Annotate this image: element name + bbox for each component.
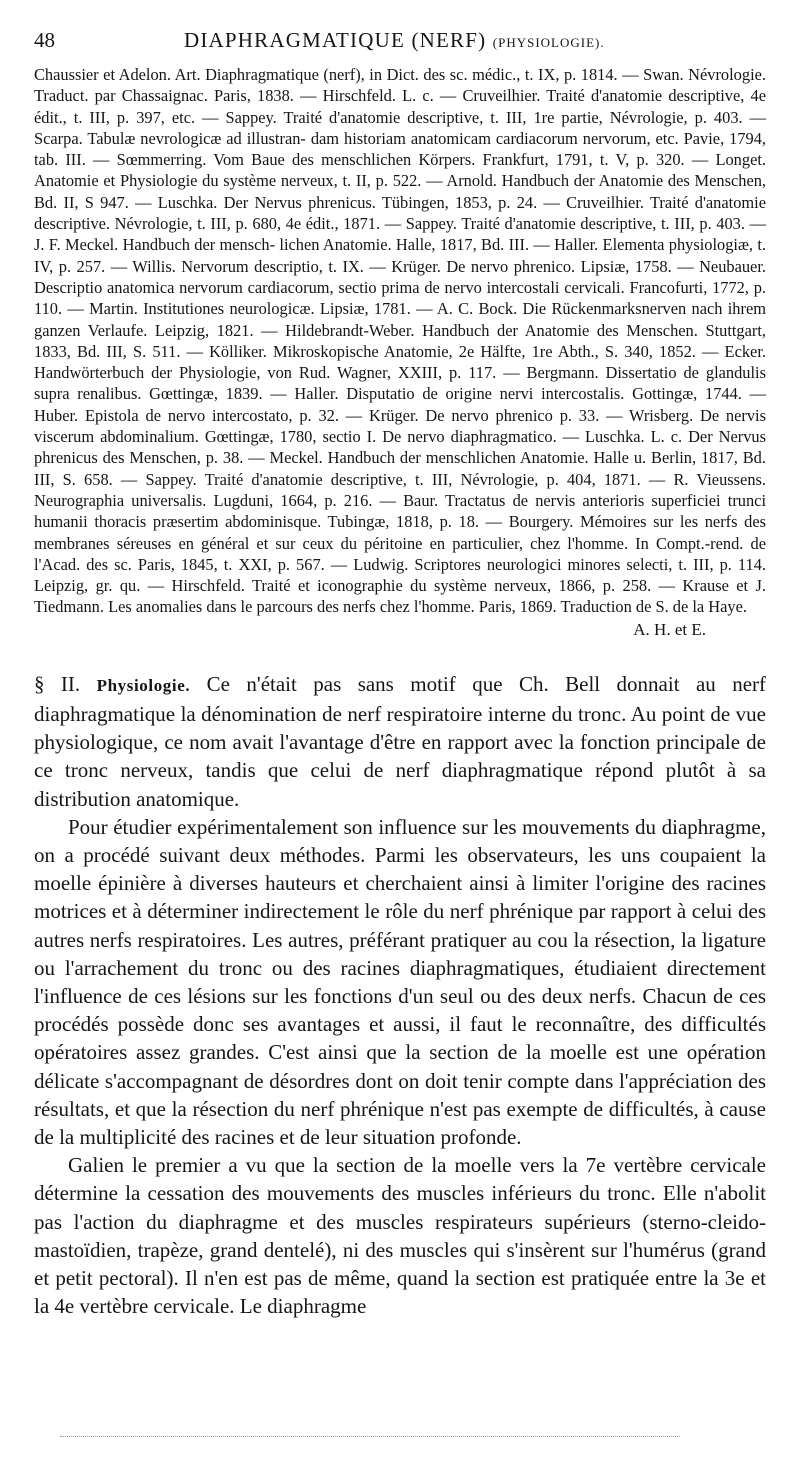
section-paragraph-2: Pour étudier expérimentalement son influence sur les mouvements du diaphragme, on a procédé suivant deux méthodes. Parmi les observateurs, les uns coupaient la moelle épinière à diverses hauteurs et cherchaient ainsi à limiter l'origine des racines motrices et à déterminer indirectement le rôle du nerf phrénique par rapport à celui des autres nerfs respiratoires. Les autres, préférant pratiquer au cou la résection, la ligature ou l'arrachement du tronc ou des racines diaphragmatiques, étudiaient directement l'influence de ces lésions sur les fonctions d'un seul ou des deux nerfs. Chacun de ces procédés possède donc ses avantages et aussi, il faut le reconnaître, des difficultés opératoires assez grandes. C'est ainsi que la section de la moelle est une opération délicate s'accompagnant de désordres dont on doit tenir compte dans l'appréciation des résultats, et que la résection du nerf phrénique n'est pas exempte de difficultés, à cause de la multiplicité des racines et de leur situation profonde. <box>34 814 766 1149</box>
bibliography-line: Die Rückenmarksnerven nach ihrem ganzen Verlaufe. Leipzig, 1821. — Hildebrandt-Weber. <box>34 299 766 340</box>
section-paragraph-1 <box>34 670 766 813</box>
bibliography-line: Vom Baue des menschlichen Körpers. Frankfurt, 1791, t. V, p. 320. — Longet. Anatomie et <box>34 150 766 191</box>
bibliography-line: Handbuch der Anatomie des Menschen. Stuttgart, 1833, Bd. III, S. 511. — Kölliker. <box>34 320 767 361</box>
section-heading: Physiologie. <box>96 675 191 695</box>
bibliography-line: Traité et iconographie du système nerveux, 1866, p. 258. — Krause et J. Tiedmann. Les <box>34 576 766 617</box>
bibliography-line: p. 33. — Wrisberg. De nervis viscerum abdominalium. Gœttingæ, 1780, sectio I. De nervo <box>34 405 766 447</box>
page-number: 48 <box>34 28 55 52</box>
bibliography-line: Traité d'anatomie descriptive, 4e édit., t. III, p. 397, etc. — Sappey. Traité d'anatomie <box>34 86 766 127</box>
bibliography-line: Francofurti, 1772, p. 110. — Martin. Institutiones neurologicæ. Lipsiæ, 1781. — A. C. Bock. <box>34 277 766 319</box>
running-title-main: DIAPHRAGMATIQUE (NERF) <box>184 28 487 52</box>
bibliography-line: trunci humanii thoracis præsertim abdominisque. Tubingæ, 1818, p. 18. — Bourgery. <box>34 490 766 532</box>
bibliography-line: 1744. — Huber. Epistola de nervo intercostato, p. 32. — Krüger. De nervo phrenico <box>34 384 767 425</box>
paragraph-1-text: Ce n'était pas sans motif que Ch. Bell donnait au nerf diaphragmatique la dénomination de nerf respiratoire interne du tronc. Au point de vue physiologique, ce nom avait l'avantage d'être en rapport avec la fonction principale de ce tronc nerveux, tandis que celui de nerf diaphragmatique répond plutôt à sa distribution anatomique. <box>34 671 767 811</box>
bibliography <box>34 64 766 618</box>
bibliography-line: Physiologie, von Rud. Wagner, XXIII, p. 117. — Bergmann. Dissertatio de glandulis supra <box>34 363 766 404</box>
section-paragraph-3: Galien le premier a vu que la section de la moelle vers la 7e vertèbre cervicale détermine la cessation des mouvements des muscles inférieurs du tronc. Elle n'abolit pas l'action du diaphragme et des muscles respirateurs supérieurs (sterno-cleido-mastoïdien, trapèze, grand dentelé), ni des muscles qui s'insèrent sur l'humérus (grand et petit pectoral). Il n'en est pas de même, quand la section est pratiquée entre la 3e et la 4e vertèbre cervicale. Le diaphragme <box>34 1153 766 1319</box>
bibliography-line: particulier, chez l'homme. In Compt.-rend. de l'Acad. des sc. Paris, 1845, t. XXI, p. 567. — <box>34 533 766 574</box>
bibliography-line: Mémoires sur les nerfs des membranes séreuses en général et sur ceux du péritoine en <box>34 512 767 553</box>
bibliography-line: lichen Anatomie. Halle, 1817, Bd. III. — Haller. Elementa physiologiæ, t. IV, p. 257. — <box>34 235 766 276</box>
bibliography-line: Mikroskopische Anatomie, 2e Hälfte, 1re Abth., S. 340, 1852. — Ecker. Handwörterbuch der <box>34 341 766 383</box>
bibliography-line: Traité d'anatomie descriptive, t. III, Névrologie, p. 404, 1871. — R. Vieussens. Neurographia <box>34 469 766 510</box>
bibliography-line: diaphragmatico. — Luschka. L. c. Der Nervus phrenicus des Menschen, p. 38. — Meckel. <box>34 427 766 468</box>
bibliography-line: descriptive, t. III, 1re partie, Névrologie, p. 403. — Scarpa. Tabulæ nevrologicæ ad illustran- <box>34 107 767 148</box>
bibliography-line: renalibus. Gœttingæ, 1839. — Haller. Disputatio de origine nervi intercostalis. Gottingæ, <box>77 384 698 404</box>
bibliography-line: Cruveilhier. Traité d'anatomie descriptive. Névrologie, t. III, p. 680, 4e édit., 1871. — <box>34 192 766 234</box>
bibliography-line: Sappey. Traité d'anatomie descriptive, t. III, p. 403. — J. F. Meckel. Handbuch der mensch- <box>34 214 766 255</box>
authors-signature: A. H. et E. <box>633 619 706 639</box>
bibliography-line: universalis. Lugduni, 1664, p. 216. — Baur. Tractatus de nervis anterioris superficiei <box>131 490 721 510</box>
bibliography-line: Descriptio anatomica nervorum cardiacorum, sectio prima de nervo intercostali cervicali. <box>34 277 625 297</box>
running-title <box>184 28 605 53</box>
bibliography-line: Willis. Nervorum descriptio, t. IX. — Krüger. De nervo phrenico. Lipsiæ, 1758. — Neubauer. <box>132 256 766 276</box>
bibliography-line: dam historiam anatomicam cardiacorum nervorum, etc. Pavie, 1794, tab. III. — Sœmmerring. <box>34 128 766 170</box>
section-mark: § II. <box>34 671 81 696</box>
bibliography-line: Handbuch der menschlichen Anatomie. Halle u. Berlin, 1817, Bd. III, S. 658. — Sappey. <box>34 448 766 489</box>
bibliography-line: Ludwig. Scriptores neurologici minores selecti, t. III, p. 114. Leipzig, gr. qu. — Hirschfeld. <box>34 554 766 596</box>
bibliography-line: anomalies dans le parcours des nerfs chez l'homme. Paris, 1869. Traduction de S. de la Haye. <box>135 597 747 617</box>
bibliography-line: Chaussier et Adelon. Art. Diaphragmatique (nerf), in Dict. des sc. médic., t. IX, p. 1814. — <box>34 65 639 84</box>
page-header <box>34 28 766 62</box>
section-body <box>34 670 766 1321</box>
footer-rule <box>60 1436 680 1437</box>
running-title-subtitle: (PHYSIOLOGIE). <box>492 35 605 50</box>
bibliography-line: Swan. Névrologie. Traduct. par Chassaignac. Paris, 1838. — Hirschfeld. L. c. — Cruveilhier. <box>34 65 766 106</box>
bibliography-line: Physiologie du système nerveux, t. II, p. 522. — Arnold. Handbuch der Anatomie des <box>119 171 690 191</box>
bibliography-line: Menschen, Bd. II, S 947. — Luschka. Der Nervus phrenicus. Tübingen, 1853, p. 24. — <box>34 171 767 212</box>
